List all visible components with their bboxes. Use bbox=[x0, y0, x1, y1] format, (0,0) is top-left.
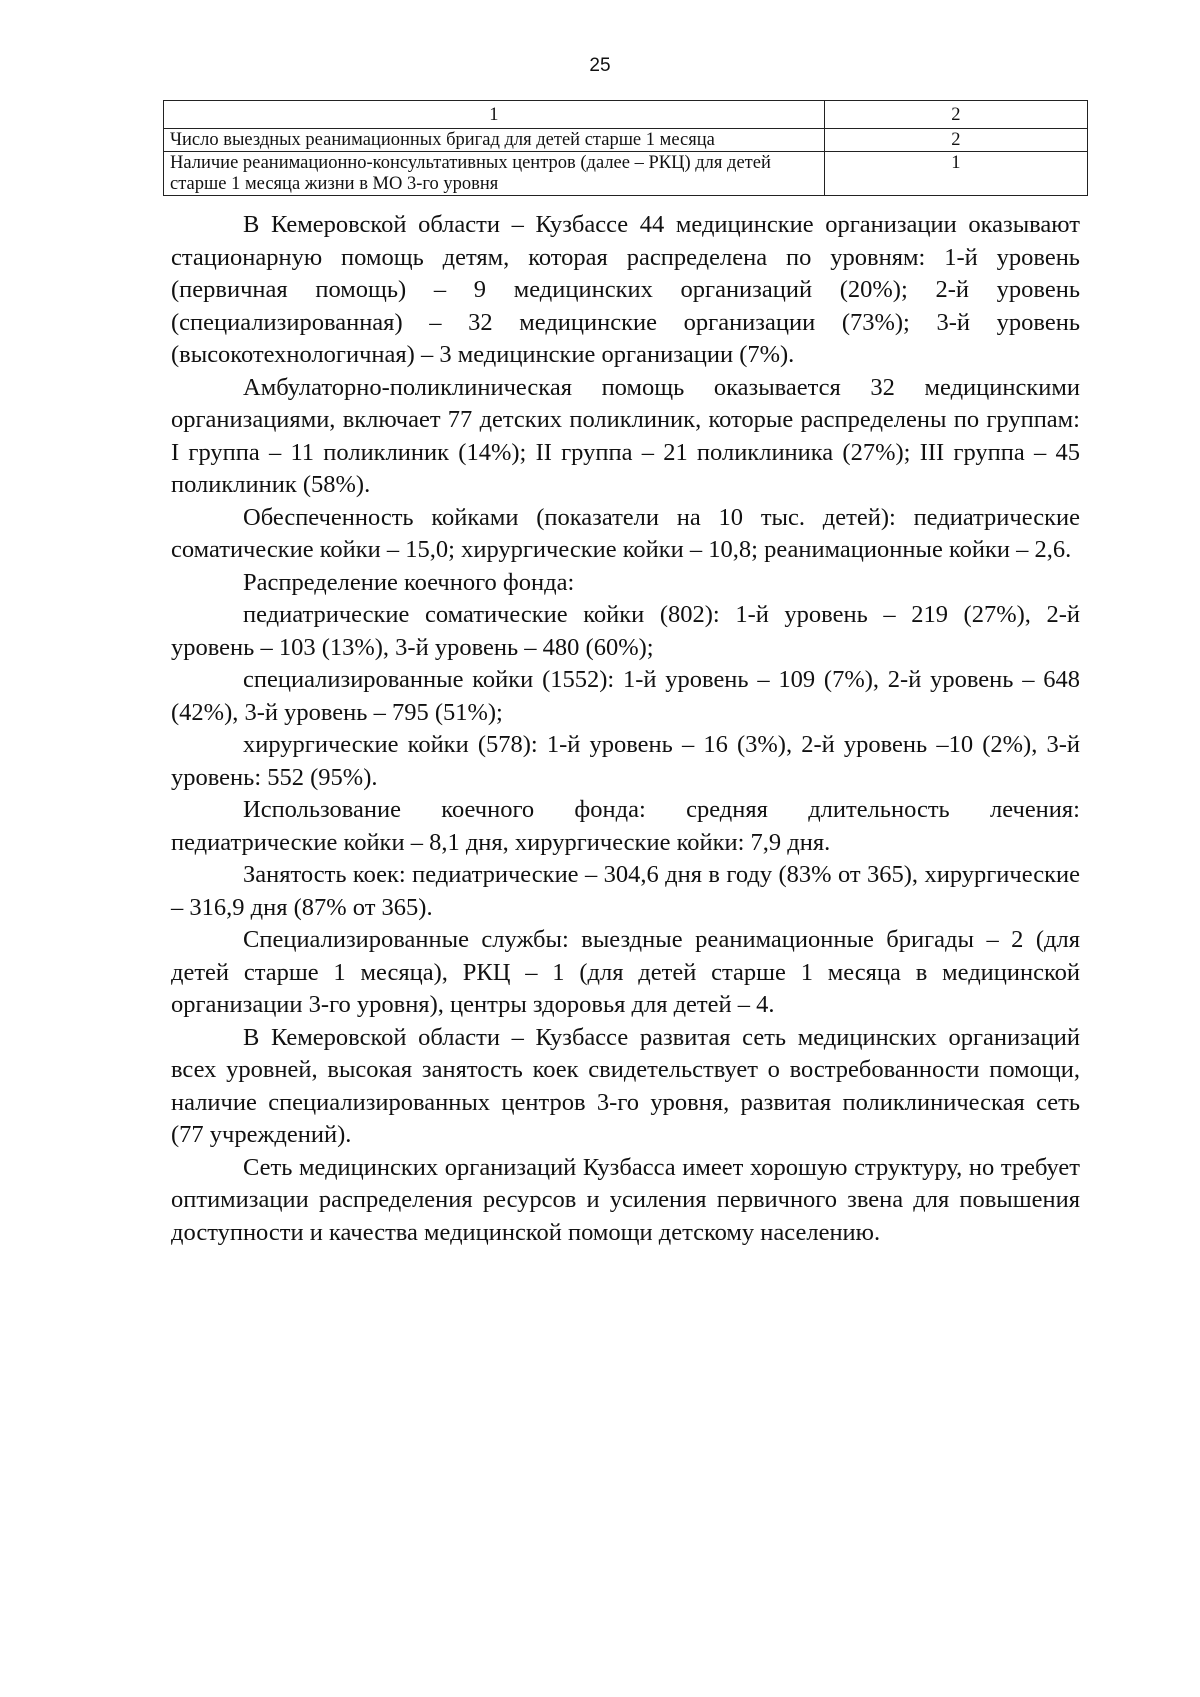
paragraph-surgical-beds: хирургические койки (578): 1-й уровень – 16 (3%), 2-й уровень –10 (2%), 3-й уровень: 552 (95%). bbox=[171, 731, 1080, 791]
table-header-cell: 2 bbox=[824, 101, 1087, 129]
page-number: 25 bbox=[589, 55, 611, 76]
paragraph-specialized-services: Специализированные службы: выездные реанимационные бригады – 2 (для детей старше 1 месяца), РКЦ – 1 (для детей старше 1 месяца в медицинской организации 3-го уровня), центры здоровья для детей – 4. bbox=[171, 926, 1080, 1018]
table-cell-value: 1 bbox=[824, 152, 1087, 196]
paragraph-outpatient-care: Амбулаторно-поликлиническая помощь оказывается 32 медицинскими организациями, включает 77 детских поликлиник, которые распределены по группам: I группа – 11 поликлиник (14%); II группа – 21 поликлиника (27%); III группа – 45 поликлиник (58%). bbox=[171, 373, 1080, 498]
table-cell-label: Число выездных реанимационных бригад для детей старше 1 месяца bbox=[164, 129, 825, 152]
body-text bbox=[171, 209, 1080, 1249]
paragraph-pediatric-beds: педиатрические соматические койки (802): 1-й уровень – 219 (27%), 2-й уровень – 103 (13%), 3-й уровень – 480 (60%); bbox=[171, 601, 1080, 661]
paragraph-bed-distribution-heading: Распределение коечного фонда: bbox=[243, 568, 575, 596]
table-header-cell: 1 bbox=[164, 101, 825, 129]
paragraph-bed-usage: Использование коечного фонда: средняя длительность лечения: педиатрические койки – 8,1 дня, хирургические койки: 7,9 дня. bbox=[171, 796, 1080, 856]
paragraph-specialized-beds: специализированные койки (1552): 1-й уровень – 109 (7%), 2-й уровень – 648 (42%), 3-й уровень – 795 (51%); bbox=[171, 666, 1080, 726]
table-cell-value: 2 bbox=[824, 129, 1087, 152]
table-header-row bbox=[164, 101, 1088, 129]
paragraph-inpatient-care: В Кемеровской области – Кузбассе 44 медицинские организации оказывают стационарную помощь детям, которая распределена по уровням: 1-й уровень (первичная помощь) – 9 медицинских организаций (20%); 2-й уровень (специализированная) – 32 медицинские организации (73%); 3-й уровень (высокотехнологичная) – 3 медицинские организации (7%). bbox=[171, 211, 1080, 368]
table-row bbox=[164, 129, 1088, 152]
table-cell-label: Наличие реанимационно-консультативных центров (далее – РКЦ) для детей старше 1 месяца жизни в МО 3-го уровня bbox=[164, 152, 825, 196]
data-table bbox=[163, 100, 1088, 196]
table-row bbox=[164, 152, 1088, 196]
paragraph-conclusion: Сеть медицинских организаций Кузбасса имеет хорошую структуру, но требует оптимизации распределения ресурсов и усиления первичного звена для повышения доступности и качества медицинской помощи детскому населению. bbox=[171, 1153, 1080, 1246]
paragraph-bed-occupancy: Занятость коек: педиатрические – 304,6 дня в году (83% от 365), хирургические – 316,9 дня (87% от 365). bbox=[171, 861, 1080, 921]
paragraph-network-summary: В Кемеровской области – Кузбассе развитая сеть медицинских организаций всех уровней, высокая занятость коек свидетельствует о востребованности помощи, наличие специализированных центров 3-го уровня, развитая поликлиническая сеть (77 учреждений). bbox=[171, 1023, 1080, 1148]
paragraph-bed-provision: Обеспеченность койками (показатели на 10 тыс. детей): педиатрические соматические койки – 15,0; хирургические койки – 10,8; реанимационные койки – 2,6. bbox=[171, 503, 1080, 563]
